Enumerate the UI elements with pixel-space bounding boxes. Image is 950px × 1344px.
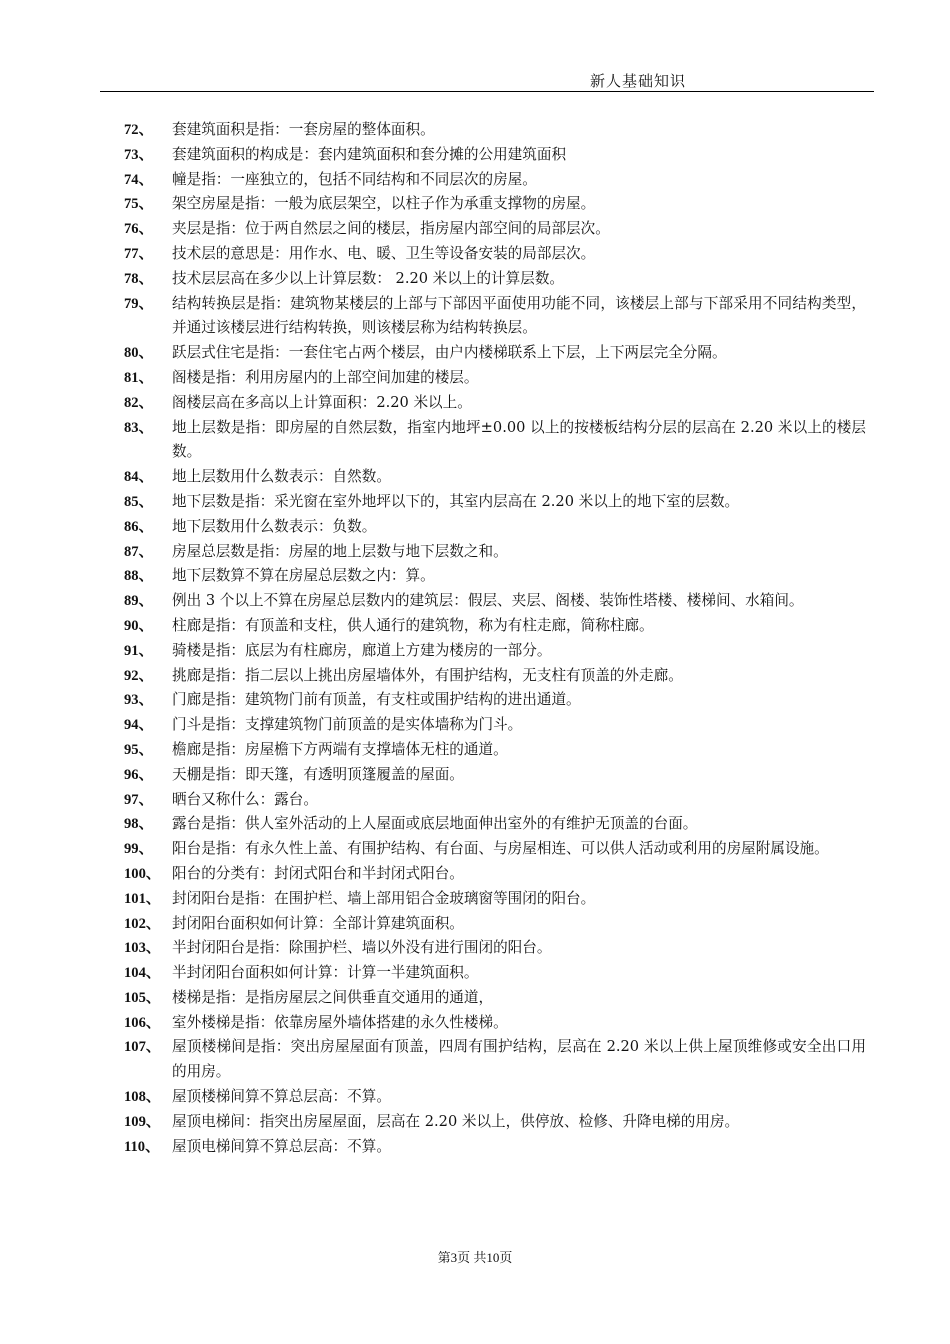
item-text: 套建筑面积是指：一套房屋的整体面积。 (172, 121, 435, 138)
list-item (124, 589, 866, 614)
item-number: 93、 (124, 692, 154, 709)
item-text: 阳台是指：有永久性上盖、有围护结构、有台面、与房屋相连、可以供人活动或利用的房屋附属设施。 (172, 840, 829, 858)
item-number: 73、 (124, 146, 154, 163)
item-number: 95、 (124, 741, 154, 758)
list-item (124, 341, 866, 366)
item-number: 89、 (124, 593, 154, 610)
item-number: 99、 (124, 841, 154, 858)
item-number: 72、 (124, 122, 154, 138)
item-text: 跃层式住宅是指：一套住宅占两个楼层，由户内楼梯联系上下层，上下两层完全分隔。 (172, 344, 727, 362)
item-text: 结构转换层是指：建筑物某楼层的上部与下部因平面使用功能不同，该楼层上部与下部采用不同结构类型，并通过该楼层进行结构转换，则该楼层称为结构转换层。 (172, 294, 866, 337)
item-number: 87、 (124, 543, 154, 560)
list-item (124, 391, 866, 416)
item-text: 地下层数用什么数表示：负数。 (172, 517, 377, 535)
list-item (124, 515, 866, 540)
item-text: 幢是指：一座独立的，包括不同结构和不同层次的房屋。 (172, 170, 537, 188)
item-text: 地下层数算不算在房屋总层数之内：算。 (172, 567, 435, 585)
item-text: 地下层数是指：采光窗在室外地坪以下的，其室内层高在 2.20 米以上的地下室的层数。 (172, 492, 740, 510)
item-text: 例出 3 个以上不算在房屋总层数内的建筑层：假层、夹层、阁楼、装饰性塔楼、楼梯间、水箱间。 (172, 592, 804, 610)
item-number: 106、 (124, 1014, 161, 1031)
item-text: 挑廊是指：指二层以上挑出房屋墙体外，有围护结构，无支柱有顶盖的外走廊。 (172, 666, 683, 684)
list-item (124, 168, 866, 193)
item-text: 技术层层高在多少以上计算层数： 2.20 米以上的计算层数。 (172, 269, 565, 287)
item-number: 83、 (124, 419, 154, 436)
list-item (124, 292, 866, 342)
item-number: 92、 (124, 667, 154, 684)
list-item (124, 217, 866, 242)
item-text: 房屋总层数是指：房屋的地上层数与地下层数之和。 (172, 542, 508, 560)
item-text: 楼梯是指：是指房屋层之间供垂直交通用的通道， (172, 988, 494, 1006)
item-number: 107、 (124, 1039, 161, 1056)
list-item (124, 639, 866, 664)
item-text: 柱廊是指：有顶盖和支柱，供人通行的建筑物，称为有柱走廊，简称柱廊。 (172, 616, 654, 634)
page-footer: 第3页 共10页 (437, 1250, 513, 1265)
list-item (124, 1011, 866, 1036)
list-item (124, 788, 866, 813)
list-item (124, 1135, 866, 1160)
list-item (124, 862, 866, 887)
item-number: 79、 (124, 295, 154, 312)
item-text: 屋顶电梯间：指突出房屋屋面，层高在 2.20 米以上，供停放、检修、升降电梯的用房。 (172, 1112, 740, 1130)
item-number: 85、 (124, 493, 154, 510)
item-text: 露台是指：供人室外活动的上人屋面或底层地面伸出室外的有维护无顶盖的台面。 (172, 815, 698, 833)
list-item (124, 416, 866, 466)
list-item (124, 887, 866, 912)
item-text: 阳台的分类有：封闭式阳台和半封闭式阳台。 (172, 864, 464, 882)
list-item (124, 1085, 866, 1110)
list-item (124, 1110, 866, 1135)
list-item (124, 812, 866, 837)
list-item (124, 912, 866, 937)
list-item (124, 564, 866, 589)
page-header-title: 新人基础知识 (589, 72, 686, 90)
item-number: 90、 (124, 617, 154, 634)
item-number: 108、 (124, 1089, 161, 1106)
definition-list (124, 118, 866, 1159)
item-number: 94、 (124, 717, 154, 734)
list-item (124, 118, 866, 143)
item-text: 屋顶楼梯间算不算总层高：不算。 (172, 1088, 391, 1106)
item-text: 地上层数是指：即房屋的自然层数，指室内地坪±0.00 以上的按楼板结构分层的层高在 2.20 米以上的楼层数。 (172, 418, 866, 461)
item-text: 天棚是指：即天篷，有透明顶篷履盖的屋面。 (172, 765, 464, 783)
item-number: 91、 (124, 642, 154, 659)
item-text: 封闭阳台面积如何计算：全部计算建筑面积。 (172, 914, 464, 932)
item-number: 100、 (124, 865, 161, 882)
item-number: 101、 (124, 890, 161, 907)
list-item (124, 936, 866, 961)
item-number: 88、 (124, 568, 154, 585)
item-number: 74、 (124, 171, 154, 188)
item-number: 76、 (124, 221, 154, 238)
item-text: 阁楼是指：利用房屋内的上部空间加建的楼层。 (172, 368, 479, 386)
list-item (124, 540, 866, 565)
item-number: 103、 (124, 940, 161, 957)
item-number: 80、 (124, 345, 154, 362)
list-item (124, 688, 866, 713)
list-item (124, 490, 866, 515)
list-item (124, 738, 866, 763)
item-number: 77、 (124, 245, 154, 262)
item-number: 109、 (124, 1113, 161, 1130)
item-number: 82、 (124, 394, 154, 411)
list-item (124, 837, 866, 862)
item-number: 78、 (124, 270, 154, 287)
header-divider (100, 91, 874, 92)
list-item (124, 465, 866, 490)
item-text: 室外楼梯是指：依靠房屋外墙体搭建的永久性楼梯。 (172, 1013, 508, 1031)
item-number: 110、 (124, 1138, 160, 1155)
item-number: 102、 (124, 915, 161, 932)
list-item (124, 614, 866, 639)
list-item (124, 143, 866, 168)
item-text: 半封闭阳台面积如何计算：计算一半建筑面积。 (172, 964, 479, 982)
item-number: 97、 (124, 791, 154, 808)
item-text: 技术层的意思是：用作水、电、暖、卫生等设备安装的局部层次。 (172, 244, 596, 262)
list-item (124, 664, 866, 689)
list-item (124, 267, 866, 292)
item-text: 封闭阳台是指：在围护栏、墙上部用铝合金玻璃窗等围闭的阳台。 (172, 889, 596, 907)
list-item (124, 961, 866, 986)
item-number: 84、 (124, 469, 154, 486)
item-number: 81、 (124, 369, 154, 386)
item-number: 104、 (124, 965, 161, 982)
item-text: 架空房屋是指：一般为底层架空，以柱子作为承重支撑物的房屋。 (172, 195, 596, 213)
item-text: 夹层是指：位于两自然层之间的楼层，指房屋内部空间的局部层次。 (172, 220, 610, 238)
item-number: 105、 (124, 989, 161, 1006)
list-item (124, 1035, 866, 1085)
item-text: 骑楼是指：底层为有柱廊房，廊道上方建为楼房的一部分。 (172, 641, 552, 659)
list-item (124, 763, 866, 788)
item-text: 屋顶楼梯间是指：突出房屋屋面有顶盖，四周有围护结构，层高在 2.20 米以上供上屋顶维修或安全出口用的用房。 (172, 1038, 866, 1081)
list-item (124, 713, 866, 738)
item-text: 门斗是指：支撑建筑物门前顶盖的是实体墙称为门斗。 (172, 716, 523, 734)
item-text: 阁楼层高在多高以上计算面积：2.20 米以上。 (172, 393, 472, 411)
item-text: 门廊是指：建筑物门前有顶盖，有支柱或围护结构的进出通道。 (172, 691, 581, 709)
item-text: 地上层数用什么数表示：自然数。 (172, 468, 391, 486)
list-item (124, 242, 866, 267)
list-item (124, 986, 866, 1011)
list-item (124, 366, 866, 391)
item-number: 96、 (124, 766, 154, 783)
item-text: 屋顶电梯间算不算总层高：不算。 (172, 1137, 391, 1155)
list-item (124, 192, 866, 217)
item-number: 75、 (124, 196, 154, 213)
item-text: 套建筑面积的构成是：套内建筑面积和套分摊的公用建筑面积 (172, 145, 567, 163)
item-number: 98、 (124, 816, 154, 833)
item-text: 晒台又称什么：露台。 (172, 790, 318, 808)
item-text: 檐廊是指：房屋檐下方两端有支撑墙体无柱的通道。 (172, 740, 508, 758)
item-text: 半封闭阳台是指：除围护栏、墙以外没有进行围闭的阳台。 (172, 939, 552, 957)
item-number: 86、 (124, 518, 154, 535)
